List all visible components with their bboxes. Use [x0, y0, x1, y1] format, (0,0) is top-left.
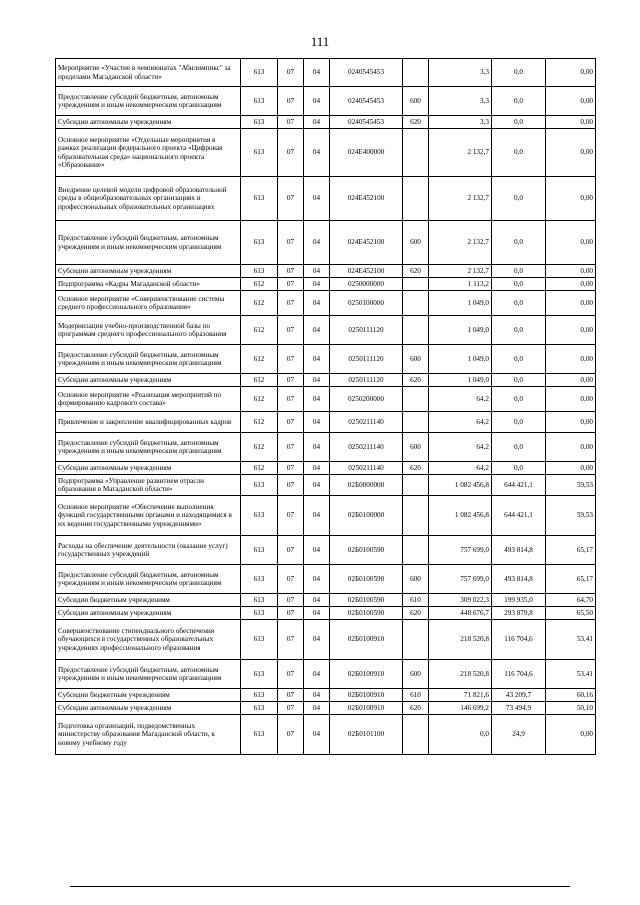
cell-name: Подпрограмма «Управление развитием отрасли образования в Магаданской области»: [56, 475, 241, 496]
cell-percent: 0,00: [546, 87, 596, 116]
cell-rz: 07: [278, 594, 304, 607]
cell-vr: 600: [403, 221, 429, 265]
cell-rz: 07: [278, 387, 304, 412]
cell-sum: 2 132,7: [429, 129, 492, 177]
cell-pr: 04: [304, 316, 330, 345]
cell-percent: 0,00: [546, 316, 596, 345]
cell-sum: 1 049,0: [429, 345, 492, 374]
table-row: [56, 715, 596, 755]
cell-rz: 07: [278, 536, 304, 565]
table-row: [56, 87, 596, 116]
cell-percent: 50,10: [546, 702, 596, 715]
cell-name: Привлечение и закрепление квалифицированных кадров: [56, 412, 241, 433]
cell-pr: 04: [304, 412, 330, 433]
cell-percent: 0,00: [546, 345, 596, 374]
cell-vr: [403, 620, 429, 660]
cell-gr: 613: [241, 116, 278, 129]
cell-sum: 1 049,0: [429, 316, 492, 345]
cell-vr: [403, 536, 429, 565]
cell-gr: 612: [241, 291, 278, 316]
cell-gr: 613: [241, 620, 278, 660]
cell-name: Предоставление субсидий бюджетным, автономным учреждениям и иным некоммерческим организациям: [56, 660, 241, 689]
cell-rz: 07: [278, 59, 304, 87]
cell-sum: 2 132,7: [429, 265, 492, 278]
cell-executed: 199 935,0: [492, 594, 546, 607]
cell-sum: 1 049,0: [429, 374, 492, 387]
cell-vr: [403, 715, 429, 755]
cell-executed: 0,0: [492, 59, 546, 87]
cell-executed: 116 704,6: [492, 660, 546, 689]
cell-vr: [403, 291, 429, 316]
cell-gr: 613: [241, 702, 278, 715]
cell-name: Предоставление субсидий бюджетным, автономным учреждениям и иным некоммерческим организациям: [56, 87, 241, 116]
cell-gr: 613: [241, 660, 278, 689]
cell-sum: 2 132,7: [429, 177, 492, 221]
cell-rz: 07: [278, 689, 304, 702]
cell-csr: 0250100000: [330, 291, 403, 316]
cell-name: Субсидии автономным учреждениям: [56, 265, 241, 278]
cell-percent: 60,16: [546, 689, 596, 702]
cell-csr: 0250211140: [330, 462, 403, 475]
cell-name: Расходы на обеспечение деятельности (оказание услуг) государственных учреждений: [56, 536, 241, 565]
cell-gr: 612: [241, 387, 278, 412]
cell-csr: 02Б0000000: [330, 475, 403, 496]
cell-pr: 04: [304, 462, 330, 475]
cell-csr: 0250211140: [330, 412, 403, 433]
cell-csr: 024Е452100: [330, 221, 403, 265]
cell-gr: 612: [241, 278, 278, 291]
cell-name: Субсидии автономным учреждениям: [56, 374, 241, 387]
cell-csr: 024Е400000: [330, 129, 403, 177]
cell-gr: 613: [241, 87, 278, 116]
cell-sum: 1 049,0: [429, 291, 492, 316]
cell-name: Внедрение целевой модели цифровой образовательной среды в общеобразовательных организациях и профессиональных образовательных организациях: [56, 177, 241, 221]
table-row: [56, 316, 596, 345]
cell-sum: 0,0: [429, 715, 492, 755]
cell-sum: 3,3: [429, 59, 492, 87]
cell-executed: 0,0: [492, 316, 546, 345]
cell-csr: 0250211140: [330, 433, 403, 462]
cell-gr: 613: [241, 59, 278, 87]
cell-sum: 71 821,6: [429, 689, 492, 702]
cell-rz: 07: [278, 345, 304, 374]
cell-pr: 04: [304, 221, 330, 265]
cell-rz: 07: [278, 221, 304, 265]
cell-executed: 0,0: [492, 433, 546, 462]
cell-executed: 0,0: [492, 87, 546, 116]
table-row: [56, 59, 596, 87]
cell-rz: 07: [278, 462, 304, 475]
cell-vr: [403, 496, 429, 536]
cell-gr: 613: [241, 221, 278, 265]
cell-sum: 1 082 456,8: [429, 475, 492, 496]
cell-pr: 04: [304, 607, 330, 620]
cell-percent: 0,00: [546, 462, 596, 475]
cell-name: Совершенствование стипендиального обеспечения обучающихся в государственных образовательных учреждениях профессионального образования: [56, 620, 241, 660]
cell-pr: 04: [304, 291, 330, 316]
cell-executed: 0,0: [492, 412, 546, 433]
table-row: [56, 660, 596, 689]
cell-executed: 43 209,7: [492, 689, 546, 702]
cell-csr: 0240545453: [330, 87, 403, 116]
cell-sum: 64,2: [429, 387, 492, 412]
cell-percent: 0,00: [546, 177, 596, 221]
table-row: [56, 565, 596, 594]
cell-executed: 293 879,8: [492, 607, 546, 620]
cell-rz: 07: [278, 715, 304, 755]
cell-name: Субсидии автономным учреждениям: [56, 462, 241, 475]
cell-pr: 04: [304, 177, 330, 221]
cell-name: Подготовка организаций, подведомственных министерству образования Магаданской области, к новому учебному году: [56, 715, 241, 755]
cell-rz: 07: [278, 129, 304, 177]
cell-rz: 07: [278, 87, 304, 116]
cell-executed: 24,9: [492, 715, 546, 755]
cell-sum: 146 699,2: [429, 702, 492, 715]
cell-pr: 04: [304, 565, 330, 594]
cell-pr: 04: [304, 433, 330, 462]
cell-gr: 613: [241, 607, 278, 620]
cell-sum: 64,2: [429, 462, 492, 475]
cell-percent: 0,00: [546, 59, 596, 87]
cell-percent: 0,00: [546, 129, 596, 177]
cell-sum: 3,3: [429, 87, 492, 116]
cell-executed: 0,0: [492, 129, 546, 177]
cell-rz: 07: [278, 278, 304, 291]
table-body: [56, 59, 596, 755]
table-row: [56, 291, 596, 316]
cell-pr: 04: [304, 59, 330, 87]
cell-csr: 024Е452100: [330, 265, 403, 278]
cell-rz: 07: [278, 177, 304, 221]
table-row: [56, 387, 596, 412]
table-row: [56, 433, 596, 462]
table-row: [56, 116, 596, 129]
cell-pr: 04: [304, 475, 330, 496]
cell-vr: 620: [403, 116, 429, 129]
cell-pr: 04: [304, 345, 330, 374]
cell-name: Субсидии автономным учреждениям: [56, 116, 241, 129]
table-row: [56, 265, 596, 278]
table-row: [56, 496, 596, 536]
cell-name: Предоставление субсидий бюджетным, автономным учреждениям и иным некоммерческим организациям: [56, 565, 241, 594]
cell-pr: 04: [304, 660, 330, 689]
cell-gr: 613: [241, 177, 278, 221]
cell-gr: 613: [241, 715, 278, 755]
cell-gr: 613: [241, 265, 278, 278]
cell-name: Предоставление субсидий бюджетным, автономным учреждениям и иным некоммерческим организациям: [56, 433, 241, 462]
cell-executed: 0,0: [492, 345, 546, 374]
cell-rz: 07: [278, 265, 304, 278]
cell-percent: 59,53: [546, 475, 596, 496]
cell-pr: 04: [304, 702, 330, 715]
cell-pr: 04: [304, 536, 330, 565]
cell-vr: 600: [403, 660, 429, 689]
cell-vr: 600: [403, 87, 429, 116]
cell-percent: 53,41: [546, 660, 596, 689]
cell-executed: 644 421,1: [492, 475, 546, 496]
cell-vr: [403, 278, 429, 291]
table-row: [56, 412, 596, 433]
table-row: [56, 462, 596, 475]
cell-name: Основное мероприятие «Отдельные мероприятия в рамках реализации федерального проекта «Цифровая образовательная среда» национального проекта «Образование»: [56, 129, 241, 177]
budget-table: [55, 58, 596, 755]
cell-name: Предоставление субсидий бюджетным, автономным учреждениям и иным некоммерческим организациям: [56, 221, 241, 265]
cell-sum: 2 132,7: [429, 221, 492, 265]
cell-rz: 07: [278, 565, 304, 594]
cell-sum: 218 520,8: [429, 660, 492, 689]
cell-sum: 309 022,3: [429, 594, 492, 607]
cell-csr: 0250000000: [330, 278, 403, 291]
cell-csr: 0240545453: [330, 59, 403, 87]
cell-sum: 757 699,0: [429, 565, 492, 594]
cell-vr: 600: [403, 565, 429, 594]
cell-percent: 0,00: [546, 116, 596, 129]
cell-csr: 02Б0100590: [330, 565, 403, 594]
cell-vr: [403, 59, 429, 87]
cell-executed: 644 421,1: [492, 496, 546, 536]
cell-gr: 613: [241, 129, 278, 177]
cell-vr: 610: [403, 594, 429, 607]
cell-percent: 64,70: [546, 594, 596, 607]
cell-rz: 07: [278, 702, 304, 715]
cell-name: Субсидии бюджетным учреждениям: [56, 594, 241, 607]
cell-rz: 07: [278, 116, 304, 129]
cell-percent: 53,41: [546, 620, 596, 660]
cell-percent: 65,50: [546, 607, 596, 620]
cell-executed: 493 814,8: [492, 536, 546, 565]
cell-executed: 493 814,8: [492, 565, 546, 594]
cell-vr: [403, 316, 429, 345]
cell-percent: 65,17: [546, 536, 596, 565]
cell-csr: 02Б0100590: [330, 536, 403, 565]
cell-executed: 0,0: [492, 116, 546, 129]
cell-rz: 07: [278, 475, 304, 496]
table-row: [56, 177, 596, 221]
cell-name: Основное мероприятие «Реализация мероприятий по формированию кадрового состава»: [56, 387, 241, 412]
cell-name: Мероприятие «Участие в чемпионатах "Абилимпикс" за пределами Магаданской области»: [56, 59, 241, 87]
cell-percent: 0,00: [546, 715, 596, 755]
cell-gr: 612: [241, 433, 278, 462]
table-row: [56, 345, 596, 374]
cell-name: Субсидии автономным учреждениям: [56, 702, 241, 715]
cell-rz: 07: [278, 607, 304, 620]
cell-percent: 0,00: [546, 412, 596, 433]
cell-vr: 610: [403, 689, 429, 702]
cell-executed: 0,0: [492, 278, 546, 291]
cell-pr: 04: [304, 278, 330, 291]
cell-sum: 448 676,7: [429, 607, 492, 620]
cell-csr: 0240545453: [330, 116, 403, 129]
cell-name: Субсидии автономным учреждениям: [56, 607, 241, 620]
cell-name: Основное мероприятие «Обеспечение выполнения функций государственными органами и находящимися в их ведении государственными учреждениями»: [56, 496, 241, 536]
cell-name: Субсидии бюджетным учреждениям: [56, 689, 241, 702]
cell-vr: [403, 129, 429, 177]
cell-csr: 02Б0101100: [330, 715, 403, 755]
cell-rz: 07: [278, 316, 304, 345]
cell-executed: 0,0: [492, 221, 546, 265]
cell-percent: 65,17: [546, 565, 596, 594]
cell-gr: 613: [241, 536, 278, 565]
cell-csr: 0250111120: [330, 345, 403, 374]
cell-executed: 0,0: [492, 177, 546, 221]
table-row: [56, 129, 596, 177]
cell-vr: 600: [403, 433, 429, 462]
cell-pr: 04: [304, 715, 330, 755]
cell-vr: [403, 475, 429, 496]
table-row: [56, 536, 596, 565]
cell-executed: 0,0: [492, 374, 546, 387]
cell-pr: 04: [304, 265, 330, 278]
cell-gr: 613: [241, 689, 278, 702]
cell-sum: 64,2: [429, 412, 492, 433]
cell-pr: 04: [304, 496, 330, 536]
cell-name: Предоставление субсидий бюджетным, автономным учреждениям и иным некоммерческим организациям: [56, 345, 241, 374]
cell-vr: 620: [403, 265, 429, 278]
cell-rz: 07: [278, 660, 304, 689]
cell-sum: 1 113,2: [429, 278, 492, 291]
cell-percent: 0,00: [546, 265, 596, 278]
table-row: [56, 374, 596, 387]
cell-vr: [403, 387, 429, 412]
cell-vr: 620: [403, 607, 429, 620]
cell-percent: 0,00: [546, 387, 596, 412]
cell-pr: 04: [304, 116, 330, 129]
cell-executed: 73 494,9: [492, 702, 546, 715]
cell-percent: 0,00: [546, 374, 596, 387]
cell-gr: 612: [241, 412, 278, 433]
cell-sum: 757 699,0: [429, 536, 492, 565]
cell-percent: 0,00: [546, 291, 596, 316]
bottom-divider: [70, 886, 570, 887]
cell-gr: 613: [241, 496, 278, 536]
cell-name: Модернизация учебно-производственной базы по программам среднего профессионального образования: [56, 316, 241, 345]
cell-name: Основное мероприятие «Совершенствование системы среднего профессионального образования»: [56, 291, 241, 316]
cell-csr: 02Б0100910: [330, 689, 403, 702]
cell-name: Подпрограмма «Кадры Магаданской области»: [56, 278, 241, 291]
cell-vr: 620: [403, 462, 429, 475]
table-row: [56, 594, 596, 607]
table-row: [56, 620, 596, 660]
table-row: [56, 475, 596, 496]
cell-executed: 0,0: [492, 265, 546, 278]
cell-executed: 0,0: [492, 387, 546, 412]
cell-pr: 04: [304, 387, 330, 412]
cell-sum: 3,3: [429, 116, 492, 129]
cell-gr: 612: [241, 316, 278, 345]
cell-csr: 02Б0100000: [330, 496, 403, 536]
table-row: [56, 607, 596, 620]
cell-percent: 0,00: [546, 433, 596, 462]
cell-csr: 02Б0100910: [330, 620, 403, 660]
cell-gr: 613: [241, 475, 278, 496]
cell-vr: 620: [403, 702, 429, 715]
table-row: [56, 221, 596, 265]
cell-gr: 612: [241, 374, 278, 387]
cell-csr: 0250111120: [330, 316, 403, 345]
cell-gr: 612: [241, 462, 278, 475]
table-row: [56, 702, 596, 715]
cell-executed: 116 704,6: [492, 620, 546, 660]
table-row: [56, 689, 596, 702]
cell-rz: 07: [278, 496, 304, 536]
cell-gr: 613: [241, 565, 278, 594]
cell-rz: 07: [278, 291, 304, 316]
cell-rz: 07: [278, 620, 304, 660]
cell-csr: 0250200000: [330, 387, 403, 412]
cell-pr: 04: [304, 129, 330, 177]
cell-pr: 04: [304, 594, 330, 607]
cell-pr: 04: [304, 689, 330, 702]
cell-vr: 620: [403, 374, 429, 387]
page-number: 111: [310, 34, 330, 49]
cell-pr: 04: [304, 87, 330, 116]
cell-rz: 07: [278, 433, 304, 462]
cell-pr: 04: [304, 620, 330, 660]
cell-percent: 0,00: [546, 221, 596, 265]
cell-sum: 218 520,8: [429, 620, 492, 660]
cell-executed: 0,0: [492, 462, 546, 475]
cell-vr: [403, 412, 429, 433]
cell-csr: 02Б0100590: [330, 607, 403, 620]
cell-sum: 64,2: [429, 433, 492, 462]
table-row: [56, 278, 596, 291]
cell-gr: 613: [241, 594, 278, 607]
cell-sum: 1 082 456,8: [429, 496, 492, 536]
cell-vr: 600: [403, 345, 429, 374]
cell-csr: 02Б0100590: [330, 594, 403, 607]
cell-percent: 59,53: [546, 496, 596, 536]
cell-gr: 612: [241, 345, 278, 374]
cell-executed: 0,0: [492, 291, 546, 316]
cell-rz: 07: [278, 412, 304, 433]
cell-csr: 02Б0100910: [330, 702, 403, 715]
cell-csr: 0250111120: [330, 374, 403, 387]
cell-percent: 0,00: [546, 278, 596, 291]
cell-pr: 04: [304, 374, 330, 387]
cell-csr: 02Б0100910: [330, 660, 403, 689]
cell-rz: 07: [278, 374, 304, 387]
cell-vr: [403, 177, 429, 221]
cell-csr: 024Е452100: [330, 177, 403, 221]
